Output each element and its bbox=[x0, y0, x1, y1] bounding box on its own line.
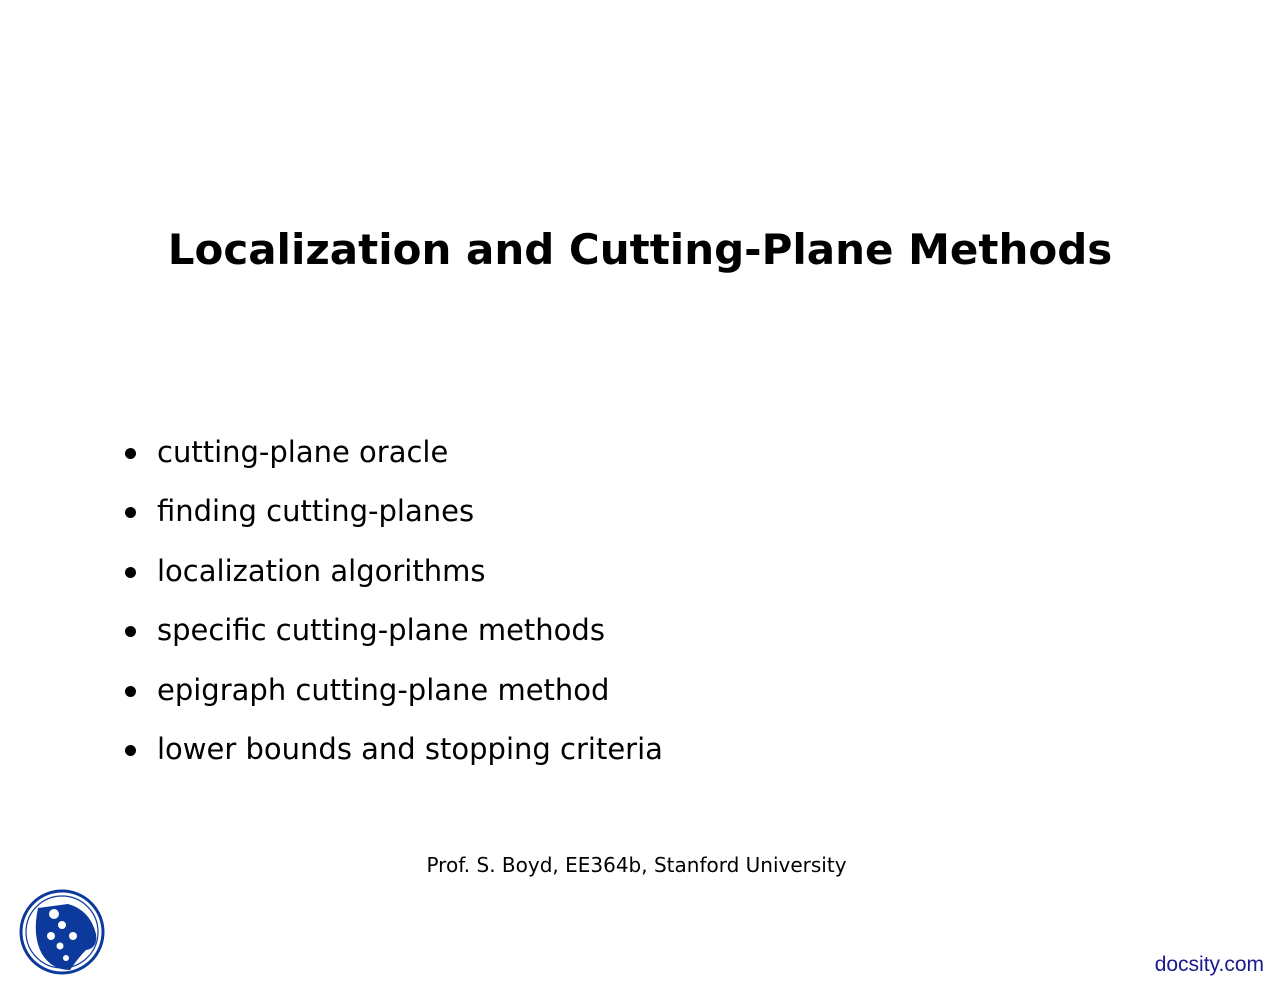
list-item bbox=[120, 610, 663, 669]
list-item-text: finding cutting-planes bbox=[157, 494, 475, 529]
list-item-text: localization algorithms bbox=[157, 553, 486, 588]
list-item bbox=[120, 432, 663, 491]
footer-credit: Prof. S. Boyd, EE364b, Stanford University bbox=[426, 853, 847, 877]
bullet-icon bbox=[125, 686, 136, 697]
list-item-text: specific cutting-plane methods bbox=[157, 613, 605, 648]
list-item bbox=[120, 491, 663, 550]
list-item bbox=[120, 551, 663, 610]
slide-title: Localization and Cutting-Plane Methods bbox=[167, 225, 1113, 274]
bullet-icon bbox=[125, 507, 136, 518]
docsity-watermark-link[interactable]: docsity.com bbox=[1154, 953, 1264, 976]
bullet-list bbox=[120, 432, 663, 788]
list-item-text: epigraph cutting-plane method bbox=[157, 672, 610, 707]
bullet-icon bbox=[125, 745, 136, 756]
bullet-icon bbox=[125, 448, 136, 459]
list-item-text: lower bounds and stopping criteria bbox=[157, 731, 663, 766]
list-item-text: cutting-plane oracle bbox=[157, 435, 449, 469]
list-item bbox=[120, 670, 663, 729]
university-seal-icon bbox=[18, 888, 106, 976]
list-item bbox=[120, 729, 663, 788]
bullet-icon bbox=[125, 567, 136, 578]
bullet-icon bbox=[125, 626, 136, 637]
